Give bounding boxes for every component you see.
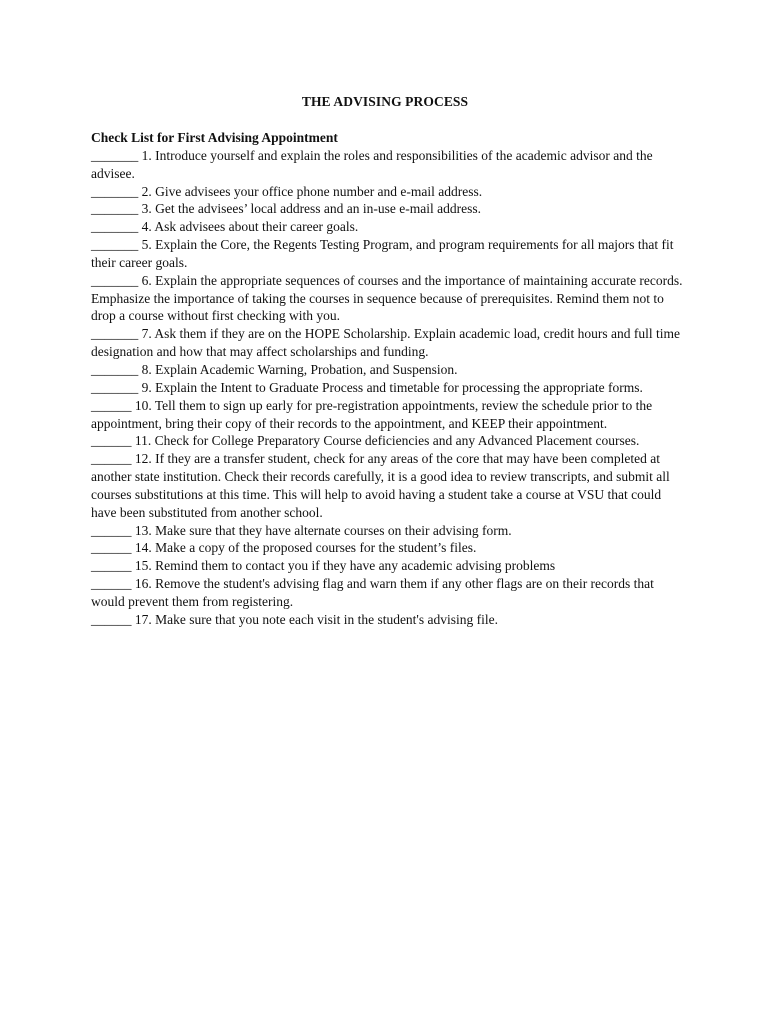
checkbox-blank-line: ______ (91, 558, 132, 574)
checklist (91, 129, 683, 629)
checklist-item (91, 379, 683, 397)
checklist-item (91, 361, 683, 379)
checkbox-blank-line: _______ (91, 326, 139, 342)
checklist-item-text: 6. Explain the appropriate sequences of courses and the importance of maintaining accurate records. Emphasize the importance of taking the courses in sequence because of prerequisites. Remind them not to drop a course without first checking with you. (91, 272, 683, 324)
checklist-item (91, 539, 683, 557)
checkbox-blank-line: _______ (91, 219, 139, 235)
checkbox-blank-line: ______ (91, 397, 132, 413)
checklist-item (91, 147, 683, 183)
checklist-item (91, 218, 683, 236)
checklist-item (91, 397, 683, 433)
checklist-item-text: 13. Make sure that they have alternate courses on their advising form. (131, 522, 512, 538)
checkbox-blank-line: _______ (91, 237, 139, 253)
checklist-item-text: 10. Tell them to sign up early for pre-registration appointments, review the schedule prior to the appointment, bring their copy of their records to the appointment, and KEEP their appointment. (91, 397, 653, 431)
checklist-item (91, 272, 683, 326)
checkbox-blank-line: ______ (91, 451, 132, 467)
checkbox-blank-line: ______ (91, 611, 132, 627)
checklist-item-text: 8. Explain Academic Warning, Probation, and Suspension. (138, 361, 458, 377)
checklist-item (91, 575, 683, 611)
checklist-item-text: 5. Explain the Core, the Regents Testing Program, and program requirements for all majors that fit their career goals. (91, 237, 674, 270)
checkbox-blank-line: ______ (91, 576, 132, 592)
checklist-item-text: 4. Ask advisees about their career goals. (138, 219, 359, 235)
checklist-item-text: 12. If they are a transfer student, check for any areas of the core that may have been completed at another state institution. Check their records carefully, it is a good idea to review transcripts, and submit all courses substitutions at this time. This will help to avoid having a student take a course at VSU that could have been substituted from another school. (91, 451, 670, 520)
checklist-item (91, 236, 683, 272)
checkbox-blank-line: ______ (91, 522, 132, 538)
checkbox-blank-line: ______ (91, 540, 132, 556)
checklist-subtitle: Check List for First Advising Appointment (91, 130, 338, 145)
checkbox-blank-line: _______ (91, 361, 139, 377)
checklist-item (91, 450, 683, 521)
checklist-item (91, 432, 683, 450)
checkbox-blank-line: _______ (91, 147, 139, 163)
checklist-item (91, 557, 683, 575)
checklist-item-text: 3. Get the advisees’ local address and an in-use e-mail address. (138, 201, 482, 217)
checklist-item (91, 611, 683, 629)
checklist-item-text: 9. Explain the Intent to Graduate Process and timetable for processing the appropriate forms. (138, 379, 643, 395)
checklist-item-text: 1. Introduce yourself and explain the roles and responsibilities of the academic advisor and the advisee. (91, 147, 653, 181)
checklist-item-text: 11. Check for College Preparatory Course deficiencies and any Advanced Placement courses. (131, 433, 640, 449)
checkbox-blank-line: _______ (91, 183, 139, 199)
checkbox-blank-line: ______ (91, 433, 132, 449)
checkbox-blank-line: _______ (91, 379, 139, 395)
checklist-item-text: 7. Ask them if they are on the HOPE Scholarship. Explain academic load, credit hours and full time designation and how that may affect scholarships and funding. (91, 326, 680, 360)
checklist-item-text: 17. Make sure that you note each visit in the student's advising file. (131, 611, 498, 627)
checklist-item-text: 14. Make a copy of the proposed courses for the student’s files. (131, 540, 477, 556)
checklist-items (91, 147, 683, 629)
checklist-item (91, 183, 683, 201)
checklist-item (91, 200, 683, 218)
checklist-item-text: 2. Give advisees your office phone number and e-mail address. (138, 183, 483, 199)
checklist-item-text: 16. Remove the student's advising flag and warn them if any other flags are on their records that would prevent them from registering. (91, 576, 654, 609)
checklist-item (91, 522, 683, 540)
checkbox-blank-line: _______ (91, 272, 139, 288)
document-title: THE ADVISING PROCESS (301, 94, 469, 109)
checklist-item-text: 15. Remind them to contact you if they have any academic advising problems (131, 558, 556, 574)
checklist-item (91, 325, 683, 361)
checkbox-blank-line: _______ (91, 201, 139, 217)
